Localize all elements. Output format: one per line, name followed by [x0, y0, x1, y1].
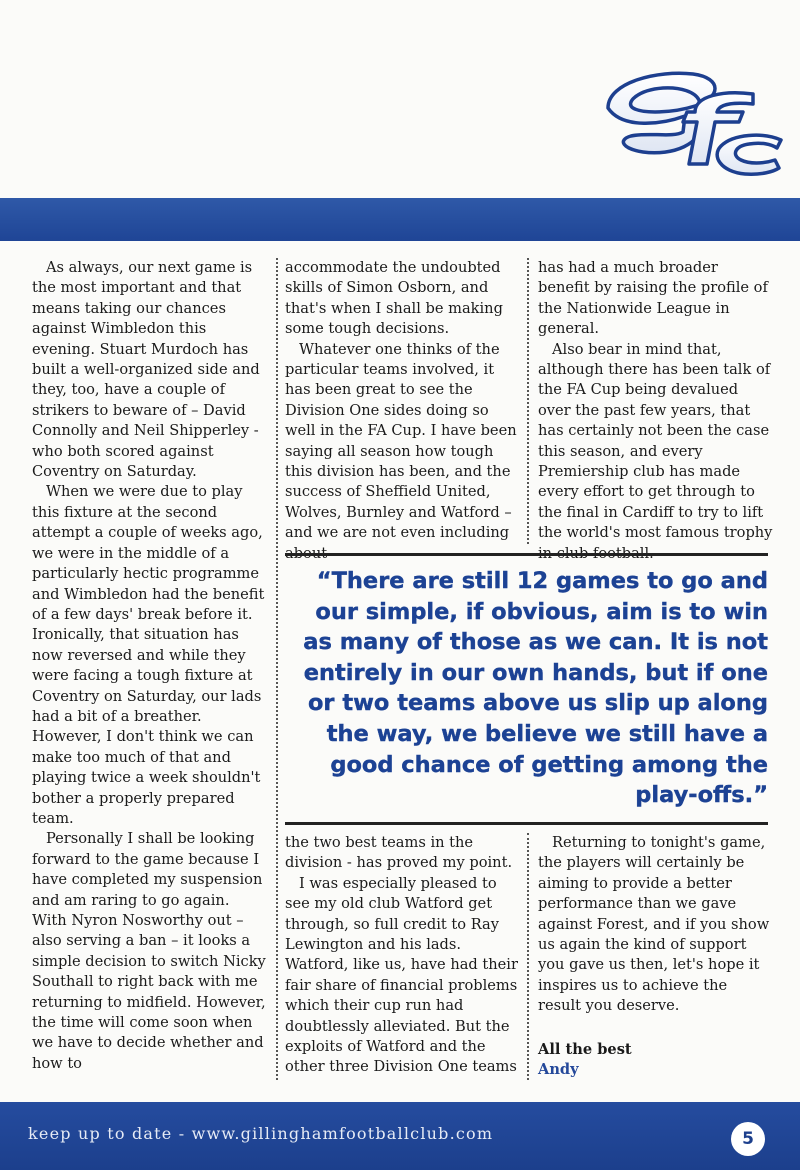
paragraph: accommodate the undoubted skills of Simon Osborn, and that's when I shall be making some tough decisions.: [285, 259, 503, 338]
gfc-logo: [603, 60, 783, 190]
paragraph: the two best teams in the division - has proved my point.: [285, 834, 513, 872]
column-divider: [276, 258, 278, 1080]
footer-website-text: keep up to date - www.gillinghamfootballclub.com: [28, 1124, 494, 1143]
column-3-top: [538, 258, 773, 564]
column-2-top: [285, 258, 520, 564]
quote-rule-bottom: [285, 822, 768, 825]
column-divider: [527, 833, 529, 1080]
paragraph: Whatever one thinks of the particular teams involved, it has been great to see the Division One sides doing so well in the FA Cup. I have been saying all season how tough this division has been, and the success of Sheffield United, Wolves, Burnley and Watford – and we are not even including: [285, 340, 517, 542]
column-1: [32, 258, 267, 1074]
pull-quote: “There are still 12 games to go and our simple, if obvious, aim is to win as many of those as we can. It is not entirely in our own hands, but if one or two teams above us slip up along the way, we believe we still have a good chance of getting among the play-offs.”: [303, 568, 768, 809]
header-band: [0, 198, 800, 241]
paragraph: I was especially pleased to see my old club Watford get through, so full credit to Ray Lewington and his lads. Watford, like us, have had their fair share of financial problems which their cup run had doubtlessly alleviated. But the exploits of Watford and the other three Division One teams: [285, 874, 518, 1076]
signoff-name: Andy: [538, 1061, 579, 1079]
quote-rule-top: [285, 553, 768, 556]
paragraph: As always, our next game is the most important and that means taking our chances against Wimbledon this evening. Stuart Murdoch has built a well-organized side and they, too, have a couple of strikers to beware of – David Connolly and Neil Shipperley - who both scored against Coventry on Saturday.: [32, 259, 260, 481]
signoff-closing: All the best: [538, 1041, 632, 1058]
column-divider: [527, 258, 529, 544]
column-2-bottom: [285, 833, 520, 1078]
paragraph: has had a much broader benefit by raising the profile of the Nationwide League in general.: [538, 259, 768, 338]
paragraph: Personally I shall be looking forward to the game because I have completed my suspension and am raring to go again. With Nyron Nosworthy out – also serving a ban – it looks a simple decision to switch Nicky Southall to right back with me returning to midfield. However, the time will come soon when we have to decide whether and how to: [32, 830, 266, 1072]
paragraph: Returning to tonight's game, the players will certainly be aiming to provide a better performance than we gave against Forest, and if you show us again the kind of support you gave us then, let's hope it inspires us to achieve the result you deserve.: [538, 834, 770, 1015]
column-3-bottom: [538, 833, 773, 1017]
signoff: [538, 1040, 768, 1081]
page-number: 5: [731, 1122, 765, 1156]
paragraph: Also bear in mind that, although there has been talk of the FA Cup being devalued over the past few years, that has certainly not been the case this season, and every Premiership club has made every effort to get through to the final in Cardiff to try to lift the world's most famous trophy: [538, 340, 773, 542]
paragraph: When we were due to play this fixture at the second attempt a couple of weeks ago, we were in the middle of a particularly hectic programme and Wimbledon had the benefit of a few days' break before it. Ironically, that situation has now reversed and while they were facing a tough fixture at Coventry on Saturday, our lads had a bit of a breather. However, I don't think we can make too much of that and playing twice a week shouldn't bother a properly prepared team.: [32, 483, 265, 827]
